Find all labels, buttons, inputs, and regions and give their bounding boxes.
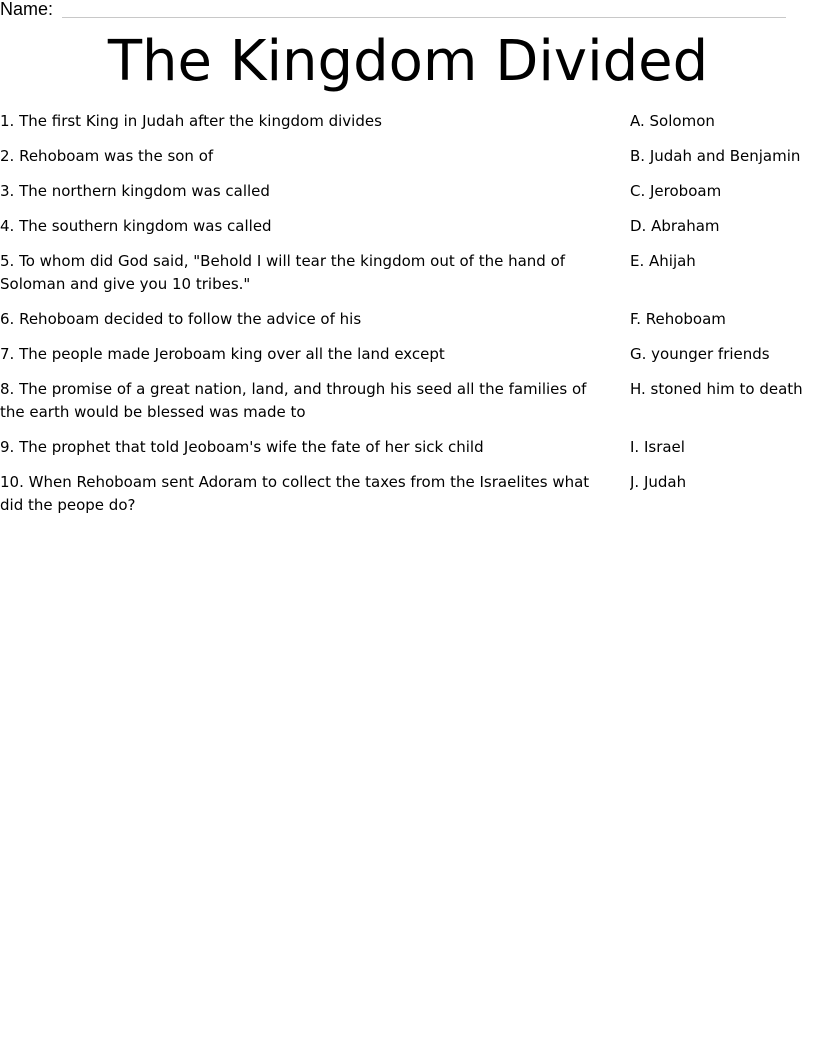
page-title: The Kingdom Divided	[107, 29, 709, 94]
question-text: 9. The prophet that told Jeoboam's wife the fate of her sick child	[0, 438, 484, 456]
answer-option: D. Abraham	[630, 217, 720, 235]
question-text: 4. The southern kingdom was called	[0, 217, 272, 235]
question-text: 5. To whom did God said, "Behold I will tear the kingdom out of the hand of Soloman and give you 10 tribes."	[0, 252, 566, 293]
question-text: 8. The promise of a great nation, land, and through his seed all the families of the earth would be blessed was made to	[0, 380, 587, 421]
answer-option: G. younger friends	[630, 345, 770, 363]
answer-option: A. Solomon	[630, 112, 715, 130]
answer-option: C. Jeroboam	[630, 182, 722, 200]
matching-row	[0, 436, 816, 459]
matching-row	[0, 308, 816, 331]
name-label: Name:	[0, 0, 54, 19]
answer-option: H. stoned him to death	[630, 380, 803, 398]
matching-row	[0, 378, 816, 424]
question-text: 2. Rehoboam was the son of	[0, 147, 214, 165]
matching-row	[0, 471, 816, 517]
question-text: 6. Rehoboam decided to follow the advice of his	[0, 310, 362, 328]
answer-option: B. Judah and Benjamin	[630, 147, 801, 165]
question-text: 1. The first King in Judah after the kingdom divides	[0, 112, 382, 130]
answer-option: I. Israel	[630, 438, 685, 456]
name-line[interactable]	[62, 17, 786, 18]
answer-option: F. Rehoboam	[630, 310, 726, 328]
matching-row	[0, 215, 816, 238]
answer-option: E. Ahijah	[630, 252, 696, 270]
question-text: 10. When Rehoboam sent Adoram to collect the taxes from the Israelites what did the peope do?	[0, 473, 590, 514]
question-text: 3. The northern kingdom was called	[0, 182, 270, 200]
matching-row	[0, 250, 816, 296]
question-text: 7. The people made Jeroboam king over all the land except	[0, 345, 445, 363]
name-row	[0, 0, 790, 20]
matching-row	[0, 180, 816, 203]
matching-row	[0, 110, 816, 133]
matching-row	[0, 343, 816, 366]
answer-option: J. Judah	[630, 473, 687, 491]
matching-list	[0, 110, 816, 529]
matching-row	[0, 145, 816, 168]
